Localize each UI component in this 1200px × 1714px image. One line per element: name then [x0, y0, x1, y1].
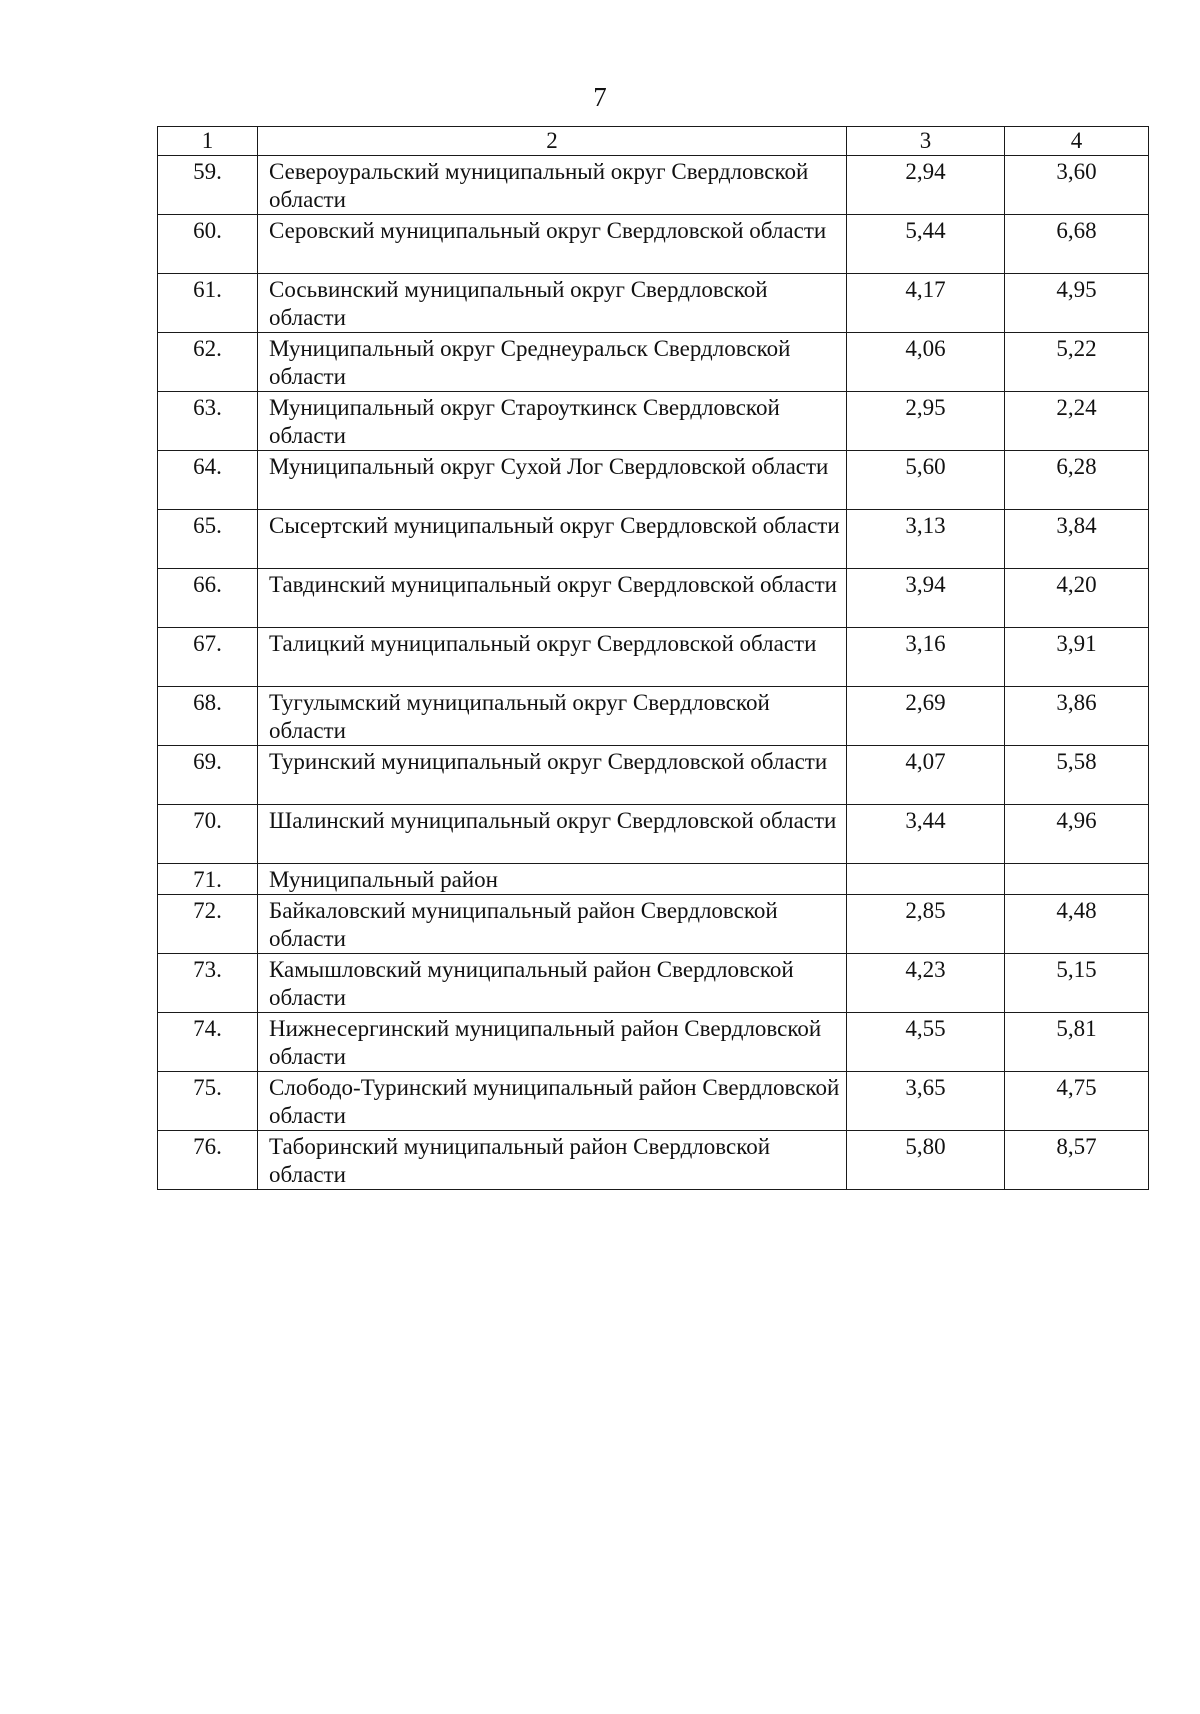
- row-value-col3: 4,55: [847, 1013, 1005, 1072]
- table-row: [158, 895, 1149, 954]
- row-value-col4: 3,91: [1005, 628, 1149, 687]
- row-name: Муниципальный округ Среднеуральск Свердловской области: [258, 333, 847, 392]
- header-col-3: 3: [847, 127, 1005, 156]
- row-value-col4: 4,20: [1005, 569, 1149, 628]
- row-name: Камышловский муниципальный район Свердловской области: [258, 954, 847, 1013]
- row-value-col3: 3,65: [847, 1072, 1005, 1131]
- table-row: [158, 274, 1149, 333]
- row-value-col3: 3,16: [847, 628, 1005, 687]
- table-row: [158, 954, 1149, 1013]
- header-col-1: 1: [158, 127, 258, 156]
- row-number: 68.: [158, 687, 258, 746]
- row-value-col3: 5,44: [847, 215, 1005, 274]
- row-name: Тугулымский муниципальный округ Свердловской области: [258, 687, 847, 746]
- row-name: Муниципальный округ Староуткинск Свердловской области: [258, 392, 847, 451]
- row-value-col4: 4,48: [1005, 895, 1149, 954]
- row-value-col3: 5,80: [847, 1131, 1005, 1190]
- row-number: 72.: [158, 895, 258, 954]
- table-row: [158, 451, 1149, 510]
- row-name: Шалинский муниципальный округ Свердловской области: [258, 805, 847, 864]
- table-row: [158, 687, 1149, 746]
- row-name: Североуральский муниципальный округ Свердловской области: [258, 156, 847, 215]
- page-number: 7: [593, 82, 607, 112]
- row-value-col4: 4,96: [1005, 805, 1149, 864]
- table-row: [158, 156, 1149, 215]
- row-value-col3: 3,94: [847, 569, 1005, 628]
- row-name: Байкаловский муниципальный район Свердловской области: [258, 895, 847, 954]
- data-table: [157, 126, 1149, 1190]
- header-col-4: 4: [1005, 127, 1149, 156]
- row-value-col4: 5,22: [1005, 333, 1149, 392]
- table-row: [158, 1072, 1149, 1131]
- row-value-col3: 4,17: [847, 274, 1005, 333]
- table-body: [158, 156, 1149, 1190]
- row-number: 71.: [158, 864, 258, 895]
- table-row: [158, 864, 1149, 895]
- row-value-col4: [1005, 864, 1149, 895]
- row-number: 65.: [158, 510, 258, 569]
- row-name: Сысертский муниципальный округ Свердловской области: [258, 510, 847, 569]
- row-number: 76.: [158, 1131, 258, 1190]
- row-value-col4: 2,24: [1005, 392, 1149, 451]
- row-value-col3: 2,85: [847, 895, 1005, 954]
- row-number: 64.: [158, 451, 258, 510]
- row-name: Сосьвинский муниципальный округ Свердловской области: [258, 274, 847, 333]
- row-number: 66.: [158, 569, 258, 628]
- row-value-col3: 4,23: [847, 954, 1005, 1013]
- row-value-col3: 2,94: [847, 156, 1005, 215]
- row-name: Нижнесергинский муниципальный район Свердловской области: [258, 1013, 847, 1072]
- row-number: 73.: [158, 954, 258, 1013]
- row-name: Муниципальный район: [258, 864, 847, 895]
- row-value-col4: 5,15: [1005, 954, 1149, 1013]
- row-number: 70.: [158, 805, 258, 864]
- row-number: 60.: [158, 215, 258, 274]
- table-row: [158, 628, 1149, 687]
- row-number: 67.: [158, 628, 258, 687]
- row-number: 62.: [158, 333, 258, 392]
- row-name: Туринский муниципальный округ Свердловской области: [258, 746, 847, 805]
- row-value-col4: 3,84: [1005, 510, 1149, 569]
- table-row: [158, 805, 1149, 864]
- row-value-col4: 6,28: [1005, 451, 1149, 510]
- row-number: 69.: [158, 746, 258, 805]
- row-value-col4: 3,86: [1005, 687, 1149, 746]
- row-name: Талицкий муниципальный округ Свердловской области: [258, 628, 847, 687]
- row-value-col3: 2,95: [847, 392, 1005, 451]
- header-col-2: 2: [258, 127, 847, 156]
- table-row: [158, 746, 1149, 805]
- table-row: [158, 215, 1149, 274]
- table-header: [158, 127, 1149, 156]
- row-name: Тавдинский муниципальный округ Свердловской области: [258, 569, 847, 628]
- row-number: 75.: [158, 1072, 258, 1131]
- row-value-col3: 2,69: [847, 687, 1005, 746]
- row-value-col4: 5,81: [1005, 1013, 1149, 1072]
- row-value-col3: 3,13: [847, 510, 1005, 569]
- row-value-col3: 4,06: [847, 333, 1005, 392]
- row-name: Серовский муниципальный округ Свердловской области: [258, 215, 847, 274]
- row-value-col3: 5,60: [847, 451, 1005, 510]
- row-number: 61.: [158, 274, 258, 333]
- table-row: [158, 569, 1149, 628]
- row-value-col4: 8,57: [1005, 1131, 1149, 1190]
- table-row: [158, 1131, 1149, 1190]
- row-name: Муниципальный округ Сухой Лог Свердловской области: [258, 451, 847, 510]
- table-row: [158, 392, 1149, 451]
- row-value-col4: 4,95: [1005, 274, 1149, 333]
- row-name: Таборинский муниципальный район Свердловской области: [258, 1131, 847, 1190]
- row-value-col4: 6,68: [1005, 215, 1149, 274]
- table-row: [158, 333, 1149, 392]
- row-value-col4: 4,75: [1005, 1072, 1149, 1131]
- row-value-col3: [847, 864, 1005, 895]
- row-value-col4: 5,58: [1005, 746, 1149, 805]
- row-value-col3: 4,07: [847, 746, 1005, 805]
- row-name: Слободо-Туринский муниципальный район Свердловской области: [258, 1072, 847, 1131]
- table-row: [158, 510, 1149, 569]
- row-number: 63.: [158, 392, 258, 451]
- row-value-col3: 3,44: [847, 805, 1005, 864]
- table-row: [158, 1013, 1149, 1072]
- row-value-col4: 3,60: [1005, 156, 1149, 215]
- row-number: 74.: [158, 1013, 258, 1072]
- row-number: 59.: [158, 156, 258, 215]
- header-row: [158, 127, 1149, 156]
